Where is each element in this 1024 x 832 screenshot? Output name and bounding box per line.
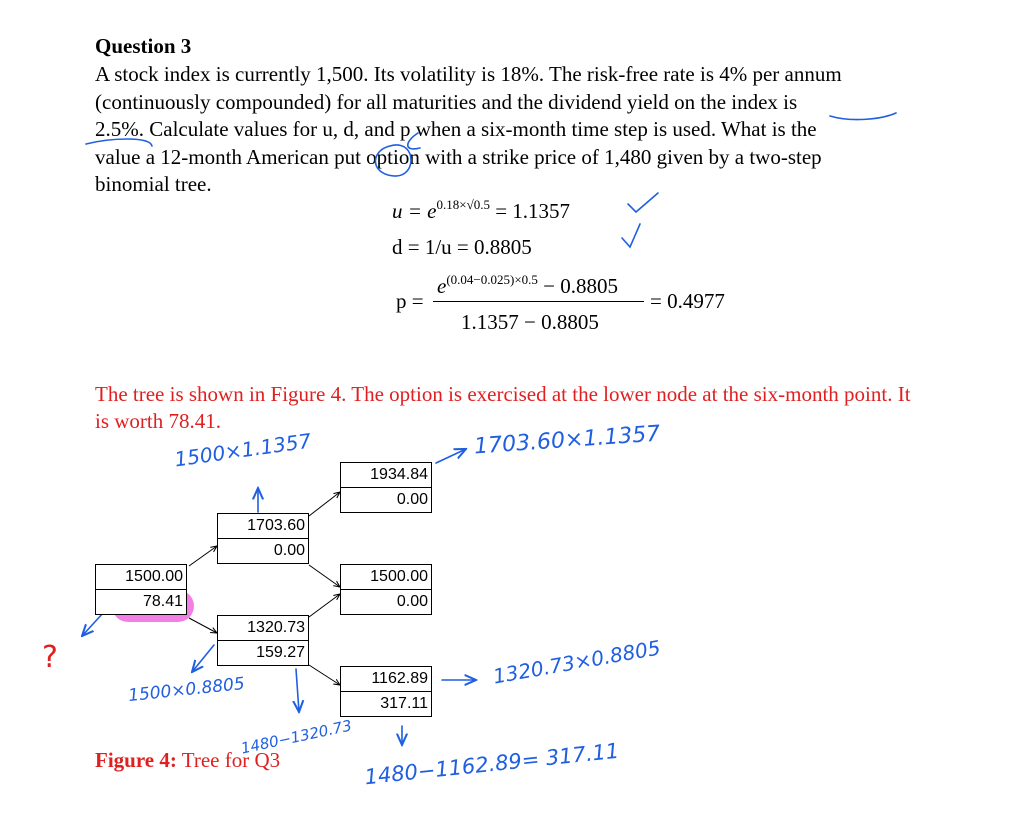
annotation-put-down: 1480−1320.73	[239, 716, 354, 758]
node-ud	[340, 564, 432, 615]
annotation-calc-uu: 1703.60×1.1357	[473, 421, 662, 460]
underline-dividend	[86, 139, 152, 146]
node-stock-price: 1934.84	[370, 466, 428, 483]
annotation-calc-dd: 1320.73×0.8805	[491, 635, 663, 689]
node-down	[217, 615, 309, 666]
node-stock-price: 1162.89	[371, 670, 428, 687]
answer-line: is worth 78.41.	[95, 409, 221, 433]
formula-p-exponent: (0.04−0.025)×0.5	[446, 272, 538, 287]
node-up	[217, 513, 309, 564]
arrow-uu-calc	[436, 449, 466, 463]
formula-p-denominator: 1.1357 − 0.8805	[461, 310, 599, 334]
node-option-value: 317.11	[341, 691, 431, 716]
node-option-value: 0.00	[341, 589, 431, 614]
formula-u-exponent: 0.18×√0.5	[436, 197, 490, 212]
question-title: Question 3	[95, 34, 192, 58]
question-line: (continuously compounded) for all maturities and the dividend yield on the index is	[95, 89, 798, 114]
formula-p-num-rest: − 0.8805	[543, 274, 618, 298]
node-option-value: 159.27	[218, 640, 308, 665]
checkmark-u	[628, 193, 658, 212]
connector-down-dd	[309, 665, 340, 685]
node-stock-price: 1500.00	[125, 568, 183, 585]
question-line: value a 12-month American put option with a strike price of 1,480 given by a two-step	[95, 144, 822, 169]
node-uu	[340, 462, 432, 513]
question-line: 2.5%. Calculate values for u, d, and p when a six-month time step is used. What is the	[95, 117, 817, 142]
connector-up-ud	[309, 565, 340, 587]
node-option-value: 0.00	[341, 487, 431, 512]
node-option-value: 0.00	[218, 538, 308, 563]
checkmark-d	[622, 224, 640, 247]
node-stock-price: 1320.73	[247, 619, 305, 636]
connector-down-ud	[309, 594, 340, 617]
node-option-value: 78.41	[96, 589, 186, 614]
question-line: A stock index is currently 1,500. Its volatility is 18%. The risk-free rate is 4% per annum	[95, 62, 842, 86]
question-line: binomial tree.	[95, 172, 212, 197]
figure-caption-label: Figure 4:	[95, 748, 177, 772]
node-root	[95, 564, 187, 615]
annotation-calc-down: 1500×0.8805	[127, 673, 246, 707]
circle-d	[408, 133, 420, 149]
arrow-down-calc	[192, 645, 214, 672]
formula-p-lhs: p =	[396, 289, 424, 313]
underline-index	[830, 113, 896, 120]
circle-put	[375, 145, 411, 176]
arrow-down-put	[296, 669, 299, 712]
formula-u-rhs: = 1.1357	[495, 199, 571, 223]
connector-up-uu	[309, 492, 340, 516]
formula-p-rhs: = 0.4977	[650, 289, 725, 313]
formula-u-lhs: u = e	[392, 199, 437, 223]
answer-line: The tree is shown in Figure 4. The option is exercised at the lower node at the six-month point. It	[95, 382, 911, 406]
figure-caption-text: Tree for Q3	[176, 748, 281, 772]
node-dd	[340, 666, 432, 717]
connector-root-up	[189, 546, 217, 566]
node-stock-price: 1500.00	[370, 568, 428, 585]
annotation-put-dd: 1480−1162.89= 317.11	[363, 738, 621, 790]
formula-d: d = 1/u = 0.8805	[392, 235, 532, 259]
node-stock-price: 1703.60	[247, 517, 305, 534]
formula-p-e: e	[437, 274, 447, 298]
annotation-calc-up: 1500×1.1357	[172, 428, 313, 472]
connector-root-down	[189, 618, 217, 633]
arrow-root-left	[82, 612, 104, 636]
annotation-question-mark: ?	[42, 640, 58, 675]
